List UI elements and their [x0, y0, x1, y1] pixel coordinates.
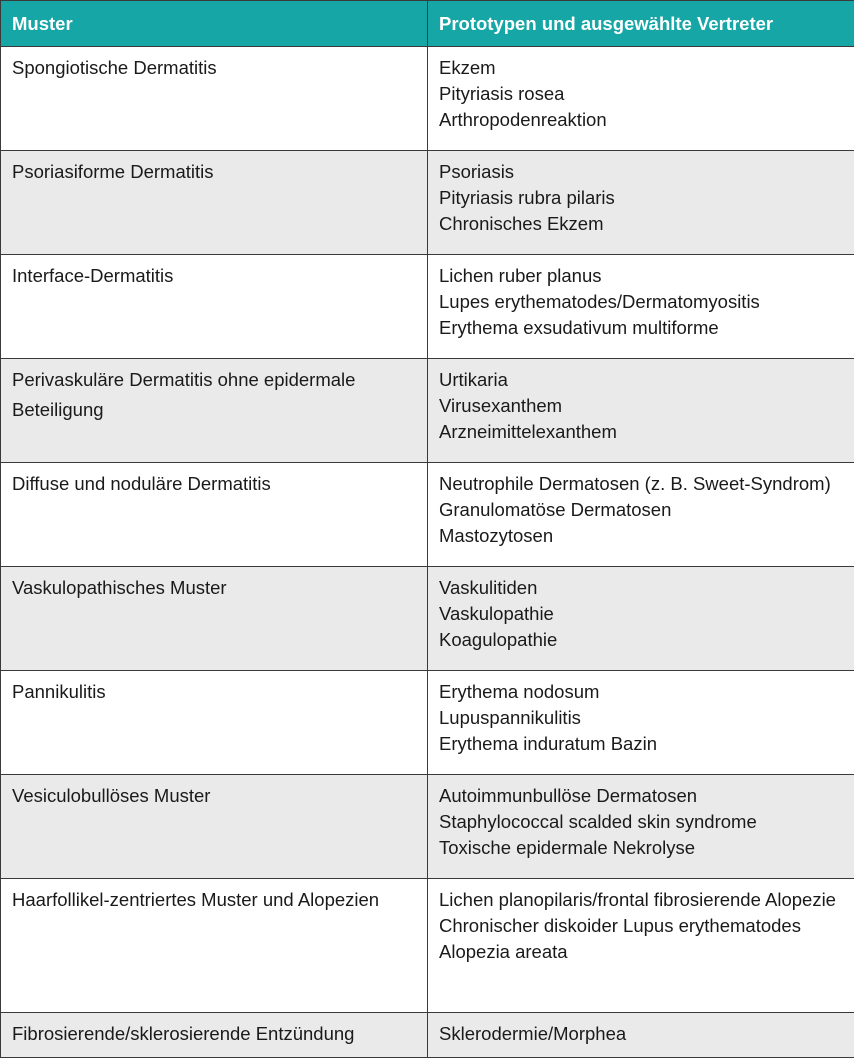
example-item: Toxische epidermale Nekrolyse: [439, 833, 846, 863]
example-item: Arzneimittelexanthem: [439, 417, 846, 447]
table-row: [1, 255, 854, 359]
examples-cell: [428, 567, 854, 671]
pattern-name: Pannikulitis: [12, 677, 419, 707]
pattern-cell: [1, 359, 428, 463]
example-item: Chronischer diskoider Lupus erythematodes: [439, 911, 846, 941]
example-item: Chronisches Ekzem: [439, 209, 846, 239]
pattern-cell: [1, 775, 428, 879]
example-item: Urtikaria: [439, 365, 846, 395]
pattern-name: Haarfollikel-zentriertes Muster und Alopezien: [12, 885, 419, 915]
table-row: [1, 879, 854, 1013]
example-item: Autoimmunbullöse Dermatosen: [439, 781, 846, 811]
example-item: Lupes erythematodes/Dermatomyositis: [439, 287, 846, 317]
example-item: Vaskulitiden: [439, 573, 846, 603]
table-row: [1, 775, 854, 879]
example-item: Staphylococcal scalded skin syndrome: [439, 807, 846, 837]
column-header-examples: Prototypen und ausgewählte Vertreter: [428, 1, 854, 47]
examples-cell: [428, 671, 854, 775]
table-row: [1, 359, 854, 463]
example-item: Granulomatöse Dermatosen: [439, 495, 846, 525]
example-item: Mastozytosen: [439, 521, 846, 551]
example-item: Lupuspannikulitis: [439, 703, 846, 733]
example-item: Virusexanthem: [439, 391, 846, 421]
example-item: Lichen planopilaris/frontal fibrosierende Alopezie: [439, 885, 846, 915]
example-item: Alopezia areata: [439, 937, 846, 967]
pattern-cell: [1, 463, 428, 567]
pattern-name: Interface-Dermatitis: [12, 261, 419, 291]
examples-cell: [428, 359, 854, 463]
pattern-cell: [1, 879, 428, 1013]
table-row: [1, 671, 854, 775]
pattern-name: Spongiotische Dermatitis: [12, 53, 419, 83]
example-item: Ekzem: [439, 53, 846, 83]
examples-cell: [428, 463, 854, 567]
table-row: [1, 567, 854, 671]
examples-cell: [428, 879, 854, 1013]
pattern-cell: [1, 1013, 428, 1058]
pattern-cell: [1, 47, 428, 151]
table-row: [1, 151, 854, 255]
example-item: Psoriasis: [439, 157, 846, 187]
example-item: Pityriasis rubra pilaris: [439, 183, 846, 213]
table-row: [1, 463, 854, 567]
pattern-name: Psoriasiforme Dermatitis: [12, 157, 419, 187]
example-item: Vaskulopathie: [439, 599, 846, 629]
pattern-cell: [1, 671, 428, 775]
table-header-row: [1, 1, 854, 47]
pattern-name: Vaskulopathisches Muster: [12, 573, 419, 603]
pattern-name: Fibrosierende/sklerosierende Entzündung: [12, 1019, 419, 1049]
pattern-cell: [1, 255, 428, 359]
pattern-name: Perivaskuläre Dermatitis ohne epidermale Beteiligung: [12, 365, 419, 425]
example-item: Arthropodenreaktion: [439, 105, 846, 135]
example-item: Erythema induratum Bazin: [439, 729, 846, 759]
pattern-name: Diffuse und noduläre Dermatitis: [12, 469, 419, 499]
examples-cell: [428, 255, 854, 359]
pattern-cell: [1, 151, 428, 255]
example-item: Lichen ruber planus: [439, 261, 846, 291]
table-row: [1, 1013, 854, 1058]
pattern-name: Vesiculobullöses Muster: [12, 781, 419, 811]
examples-cell: [428, 151, 854, 255]
example-item: Sklerodermie/Morphea: [439, 1019, 846, 1049]
example-item: Pityriasis rosea: [439, 79, 846, 109]
example-item: Erythema exsudativum multiforme: [439, 313, 846, 343]
table-row: [1, 47, 854, 151]
example-item: Koagulopathie: [439, 625, 846, 655]
examples-cell: [428, 1013, 854, 1058]
example-item: Neutrophile Dermatosen (z. B. Sweet-Syndrom): [439, 469, 846, 499]
example-item: Erythema nodosum: [439, 677, 846, 707]
examples-cell: [428, 775, 854, 879]
examples-cell: [428, 47, 854, 151]
column-header-pattern: Muster: [1, 1, 428, 47]
pattern-cell: [1, 567, 428, 671]
